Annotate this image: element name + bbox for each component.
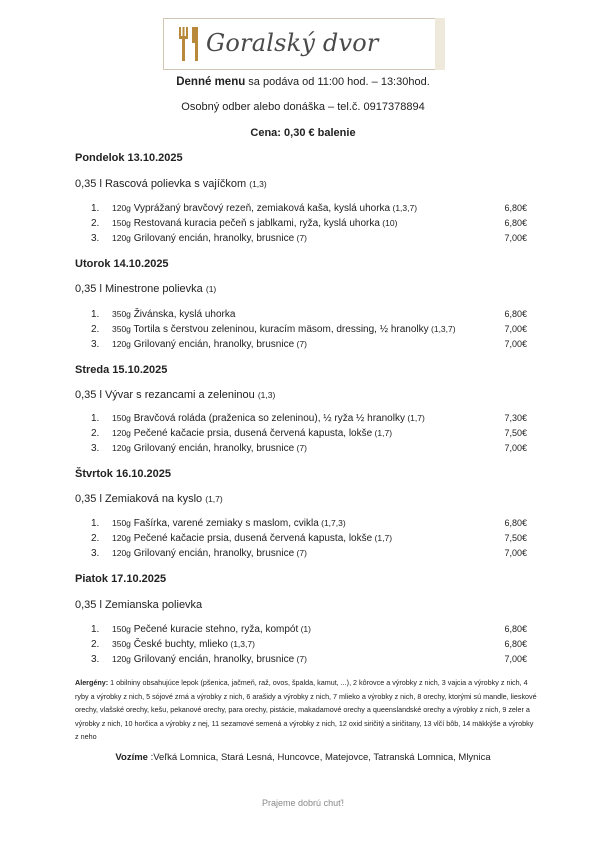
serving-hours (0, 76, 606, 88)
item-price: 7,00€ (504, 324, 527, 334)
menu-item: 3. 120g Grilovaný encián, hranolky, brusnice (7) 7,00€ (91, 339, 527, 350)
day-title: Piatok 17.10.2025 (75, 573, 167, 585)
packaging-price: Cena: 0,30 € balenie (250, 127, 356, 139)
menu-item: 1. 150g Pečené kuracie stehno, ryža, kompót (1) 6,80€ (91, 624, 527, 635)
item-price: 6,80€ (504, 309, 527, 319)
menu-item: 1. 120g Vyprážaný bravčový rezeň, zemiaková kaša, kyslá uhorka (1,3,7) 6,80€ (91, 203, 527, 214)
item-price: 6,80€ (504, 639, 527, 649)
menu-title: Denné menu (176, 76, 246, 88)
soup-line: 0,35 l Rascová polievka s vajíčkom (1,3) (75, 178, 267, 190)
menu-item: 3. 120g Grilovaný encián, hranolky, brusnice (7) 7,00€ (91, 233, 527, 244)
delivery-area (0, 752, 606, 763)
serving-time: sa podáva od 11:00 hod. – 13:30hod. (245, 76, 430, 88)
menu-item: 3. 120g Grilovaný encián, hranolky, brusnice (7) 7,00€ (91, 548, 527, 559)
fork-knife-icon (178, 27, 200, 61)
logo-side-bar (435, 18, 445, 70)
menu-item: 3. 120g Grilovaný encián, hranolky, brusnice (7) 7,00€ (91, 443, 527, 454)
item-price: 6,80€ (504, 218, 527, 228)
soup-line: 0,35 l Zemiaková na kyslo (1,7) (75, 493, 223, 505)
order-contact: Osobný odber alebo donáška – tel.č. 0917378894 (181, 101, 425, 113)
allergen-legend (75, 676, 537, 744)
item-price: 7,50€ (504, 428, 527, 438)
soup-line: 0,35 l Vývar s rezancami a zeleninou (1,3) (75, 389, 276, 401)
item-price: 6,80€ (504, 203, 527, 213)
item-price: 6,80€ (504, 624, 527, 634)
delivery-places: :Veľká Lomnica, Stará Lesná, Huncovce, Matejovce, Tatranská Lomnica, Mlynica (147, 752, 491, 763)
menu-item: 1. 350g Živánska, kyslá uhorka 6,80€ (91, 309, 527, 320)
item-price: 7,00€ (504, 548, 527, 558)
item-price: 6,80€ (504, 518, 527, 528)
menu-item: 2. 350g Tortila s čerstvou zeleninou, kuracím mäsom, dressing, ½ hranolky (1,3,7) 7,00€ (91, 324, 527, 335)
day-title: Streda 15.10.2025 (75, 364, 168, 376)
restaurant-logo (163, 18, 445, 70)
delivery-label: Vozíme (115, 752, 148, 763)
menu-item: 2. 120g Pečené kačacie prsia, dusená červená kapusta, lokše (1,7) 7,50€ (91, 428, 527, 439)
item-price: 7,30€ (504, 413, 527, 423)
menu-item: 2. 150g Restovaná kuracia pečeň s jablkami, ryža, kyslá uhorka (10) 6,80€ (91, 218, 527, 229)
menu-item: 2. 120g Pečené kačacie prsia, dusená červená kapusta, lokše (1,7) 7,50€ (91, 533, 527, 544)
menu-item: 1. 150g Fašírka, varené zemiaky s maslom, cvikla (1,7,3) 6,80€ (91, 518, 527, 529)
allergen-label: Alergény: (75, 678, 109, 687)
day-title: Utorok 14.10.2025 (75, 258, 169, 270)
day-title: Pondelok 13.10.2025 (75, 152, 183, 164)
item-price: 7,00€ (504, 339, 527, 349)
menu-item: 3. 120g Grilovaný encián, hranolky, brusnice (7) 7,00€ (91, 654, 527, 665)
menu-item: 2. 350g České buchty, mlieko (1,3,7) 6,80€ (91, 639, 527, 650)
soup-line: 0,35 l Zemianska polievka (75, 599, 203, 611)
day-title: Štvrtok 16.10.2025 (75, 468, 172, 480)
item-price: 7,00€ (504, 654, 527, 664)
menu-item: 1. 150g Bravčová roláda (praženica so zeleninou), ½ ryža ½ hranolky (1,7) 7,30€ (91, 413, 527, 424)
soup-line: 0,35 l Minestrone polievka (1) (75, 283, 217, 295)
item-price: 7,00€ (504, 233, 527, 243)
item-price: 7,50€ (504, 533, 527, 543)
item-price: 7,00€ (504, 443, 527, 453)
brand-name: Goralský dvor (206, 29, 379, 57)
allergen-text: 1 obilniny obsahujúce lepok (pšenica, jačmeň, raž, ovos, špalda, kamut, ...), 2 kôrovce a výrobky z nich, 3 vajcia a výrobky z nich, 4 ryby a výrobky z nich, 5 sójové zrná a výrobky z nich, 6 arašidy a výrobky z nich, 7 mlieko a výrobky z nich, 8 orechy, ktorými sú mandle, lieskové orechy, vlašské orechy, kešu, pekanové orechy, para orechy, pistácie, makadamové orechy a queenslandské orechy a výrobky z nich, 9 zeler a výrobky z nich, 10 horčica a výrobky z nej, 11 sezamové semená a výrobky z nich, 12 oxid siričitý a siričitany, 13 vlčí bôb, 14 mäkkýše a výrobky z neho (75, 678, 537, 741)
footer-greeting: Prajeme dobrú chuť! (262, 798, 344, 808)
